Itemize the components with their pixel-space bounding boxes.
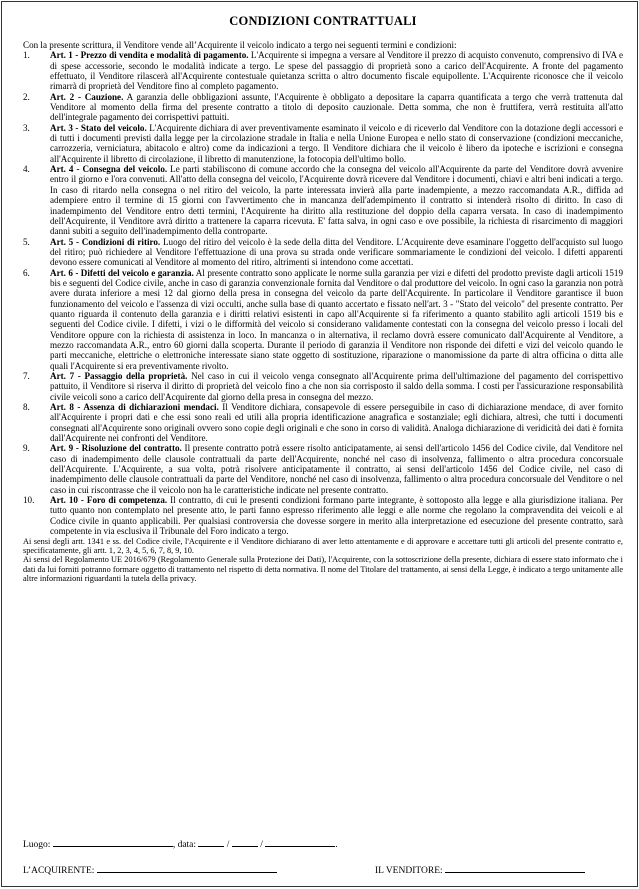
date-separator: / [260, 840, 263, 850]
article-number: 3. [23, 122, 30, 133]
date-label: , data: [172, 840, 197, 850]
article-number: 4. [23, 164, 30, 175]
article-text: Nel caso in cui il veicolo venga consegnato all'Acquirente prima dell'ultimazione del pagamento del corrispettivo pattuito, il Venditore si riserva il diritto di proprietà del veicolo fino a che non sia corrisposto il saldo della somma. I costi per l'assicurazione responsabilità civile veicoli sono a carico dell'Acquirente dal giorno della presa in consegna del mezzo. [50, 371, 623, 402]
place-label: Luogo: [23, 840, 51, 850]
contract-page [1, 1, 638, 887]
article-title: Art. 9 - Risoluzione del contratto. [50, 443, 182, 454]
article-text: L'Acquirente si impegna a versare al Venditore il prezzo di acquisto convenuto, comprensivo di IVA e di spese accessorie, secondo le modalità indicate a tergo. Le spese del passaggio di proprietà sono a carico dell'Acquirente. A fronte del pagamento effettuato, il Venditore rilascerà all'Acquirente contestuale quietanza scritta o altro documento fiscale equipollente. L'Acquirente riconosce che il veicolo rimarrà di proprietà del Venditore fino al completo pagamento. [50, 50, 623, 92]
seller-label: IL VENDITORE: [375, 866, 443, 876]
article-item [23, 237, 623, 268]
article-number: 1. [23, 50, 30, 61]
article-title: Art. 7 - Passaggio della proprietà. [50, 371, 188, 381]
article-item [23, 164, 623, 236]
closing-privacy: Ai sensi del Regolamento UE 2016/679 (Regolamento Generale sulla Protezione dei Dati), l'Acquirente, con la sottoscrizione della presente, dichiara di essere stato informato che i dati da lui forniti potranno formare oggetto di trattamento nel rispetto di detta normativa. Il nome del Titolare del trattamento, ai sensi della Legge, è indicato a tergo unitamente alle altre informazioni riguardanti la tutela della privacy. [23, 555, 623, 584]
article-text: A garanzia delle obbligazioni assunte, l'Acquirente è obbligato a depositare la caparra quantificata a tergo che verrà trattenuta dal Venditore al momento della firma del presente contratto a titolo di deposito cauzionale. Detta somma, che non è fruttifera, verrà restituita all'atto dell'integrale pagamento dei corrispettivi pattuiti. [50, 91, 623, 123]
signature-row [23, 864, 623, 876]
document-title: CONDIZIONI CONTRATTUALI [229, 14, 417, 28]
article-title: Art. 5 - Condizioni di ritiro. [50, 236, 161, 247]
article-item [23, 92, 623, 123]
article-text: Luogo del ritiro del veicolo è la sede della ditta del Venditore. L'Acquirente deve esaminare l'oggetto dell'acquisto sul luogo del ritiro; può richiedere al Venditore l'effettuazione di una prova su strada onde verificare sommariamente le condizioni del veicolo. I difetti apparenti devono essere comunicati al Venditore al momento del ritiro, altrimenti si intendono come accettati. [50, 236, 623, 268]
article-number: 9. [23, 443, 30, 454]
place-date-row [23, 838, 338, 850]
article-number: 6. [23, 267, 30, 278]
article-item [23, 268, 623, 371]
article-number: 5. [23, 236, 30, 247]
article-item [23, 123, 623, 164]
buyer-signature-field[interactable] [97, 864, 277, 873]
buyer-label: L’ACQUIRENTE: [23, 866, 95, 876]
article-title: Art. 2 - Cauzione. [50, 91, 124, 102]
articles-list [23, 50, 623, 536]
article-text: Il presente contratto potrà essere risolto anticipatamente, ai sensi dell'articolo 1456 del Codice civile, dal Venditore nel caso di inadempimento delle clausole contrattuali da parte dell'Acquirente, nonché nel caso di insolvenza, fallimento o altra procedura concorsuale dell'Acquirente. L'Acquirente, a sua volta, potrà risolvere anticipatamente il contratto, ai sensi dell'articolo 1456 del Codice civile, nel caso di inadempimento delle clausole contrattuali da parte del Venditore, nonché nel caso di insolvenza, fallimento o altra procedura concorsuale del Venditore o nel caso in cui riscontrasse che il veicolo non ha le caratteristiche indicate nel presente contratto. [50, 443, 623, 495]
date-day-field[interactable] [198, 838, 224, 847]
article-text: Il contratto, di cui le presenti condizioni formano parte integrante, è sottoposto alla legge e alla giurisdizione italiana. Per tutto quanto non contemplato nel presente atto, le parti fanno espresso riferimento alle leggi e alle norme che regolano la compravendita dei veicoli e al Codice civile in quanto applicabili. Per qualsiasi controversia che dovesse sorgere in merito alla interpretazione ed esecuzione del presente contratto, sarà competente in via esclusiva il Tribunale del Foro indicato a tergo. [50, 495, 624, 537]
date-separator: / [226, 840, 230, 850]
article-text: Le parti stabiliscono di comune accordo che la consegna del veicolo all'Acquirente da parte del Venditore dovrà avvenire entro il giorno e l'ora convenuti. All'atto della consegna del veicolo, l'Acquirente dovrà ricevere dal Venditore i documenti, chiavi e altri beni indicati a tergo. In caso di ritardo nella consegna o nel ritiro del veicolo, la parte interessata invierà alla parte inadempiente, a mezzo raccomandata A.R., diffida ad adempiere entro il termine di 15 giorni con l'avvertimento che in mancanza dell'adempimento il contratto si intenderà risolto di diritto. In caso di inadempimento del Venditore entro detti termini, l'Acquirente ha diritto alla restituzione del doppio della caparra versata. In caso di inadempimento dell'Acquirente, il Venditore avrà diritto a trattenere la caparra ricevuta. E' fatta salva, in ogni caso e ove possibile, la richiesta di risarcimento di maggiori danni subiti a seguito dell'inadempimento della controparte. [50, 164, 623, 237]
article-title: Art. 6 - Difetti del veicolo e garanzia. [50, 267, 194, 278]
date-year-field[interactable] [265, 838, 335, 847]
article-title: Art. 1 - Prezzo di vendita e modalità di pagamento. [50, 50, 249, 61]
article-title: Art. 10 - Foro di competenza. [50, 495, 168, 506]
article-title: Art. 3 - Stato del veicolo. [50, 122, 147, 133]
article-text: Al presente contratto sono applicate le norme sulla garanzia per vizi e difetti del prodotto previste dagli articoli 1519 bis e seguenti del Codice civile, anche in caso di garanzia convenzionale fornita dal Venditore o dal produttore del veicolo. In ogni caso la garanzia non potrà avere durata inferiore a mesi 12 dal giorno della presa in consegna del veicolo da parte dell'Acquirente. In particolare il Venditore garantisce il buon funzionamento del veicolo e l'assenza di vizi occulti, anche sulla base di quanto accertato e fissato nell'art. 3 - "Stato del veicolo" del presente contratto. Per quanto riguarda il contenuto della garanzia e i diritti relativi esistenti in capo all'Acquirente si fa riferimento a quanto stabilito agli articoli 1519 bis e seguenti del Codice civile. I difetti, i vizi o le difformità del veicolo si considerano validamente contestati con la consegna del veicolo presso i locali del Venditore oppure con la richiesta di assistenza in loco. In mancanza o in alternativa, il reclamo dovrà essere comunicato dall'Acquirente al Venditore, a mezzo raccomandata A.R., entro 60 giorni dalla scoperta. Durante il periodo di garanzia il Venditore non risponde dei difetti e vizi del veicolo quando le parti meccaniche, elettriche o elettroniche interessate siano state oggetto di sostituzione, riparazione o manomissione da parte di altra officina o ditta alle quali l'Acquirente si era preventivamente rivolto. [50, 267, 623, 371]
article-number: 7. [23, 371, 30, 381]
article-number: 10. [23, 495, 35, 506]
seller-signature-field[interactable] [445, 864, 585, 873]
article-number: 2. [23, 91, 30, 102]
place-field[interactable] [53, 838, 173, 847]
article-item [23, 495, 623, 536]
intro-paragraph: Con la presente scrittura, il Venditore vende all’Acquirente il veicolo indicato a tergo nei seguenti termini e condizioni: [23, 40, 457, 50]
article-item [23, 371, 623, 402]
article-text: Il Venditore dichiara, consapevole di essere perseguibile in caso di dichiarazione mendace, di aver fornito all'Acquirente i propri dati e che essi sono reali ed utili alla propria identificazione anagrafica e sostanziale; egli dichiara, altresì, che tutti i documenti consegnati all'Acquirente sono originali ovvero sono copie degli originali e che sono in corso di validità. Analoga dichiarazione di veridicità dei dati è fornita dall'Acquirente nei confronti del Venditore. [50, 402, 623, 444]
date-month-field[interactable] [232, 838, 258, 847]
article-title: Art. 8 - Assenza di dichiarazioni mendaci. [50, 402, 219, 413]
article-number: 8. [23, 402, 30, 413]
article-item [23, 443, 623, 495]
article-item [23, 402, 623, 443]
article-text: L'Acquirente dichiara di aver preventivamente esaminato il veicolo e di riceverlo dal Venditore con la dotazione degli accessori e di tutti i documenti previsti dalla legge per la circolazione stradale in Italia e nella Unione Europea e nello stato di conservazione (condizioni meccaniche, carrozzeria, verniciatura, abitacolo e altro) come da indicazioni a tergo. Il Venditore dichiara che il veicolo è libero da ipoteche e iscrizioni e consegna all'Acquirente il libretto di circolazione, il libretto di manutenzione, la fotocopia dell'ultimo bollo. [50, 122, 623, 164]
article-item [23, 50, 623, 91]
closing-approval: Ai sensi degli artt. 1341 e ss. del Codice civile, l'Acquirente e il Venditore dichiarano di aver letto attentamente e di approvare e accettare tutti gli articoli del presente contratto e, specificatamente, gli artt. 1, 2, 3, 4, 5, 6, 7, 8, 9, 10. [23, 536, 623, 555]
date-end-dot: . [335, 840, 338, 850]
article-title: Art. 4 - Consegna del veicolo. [50, 164, 168, 175]
